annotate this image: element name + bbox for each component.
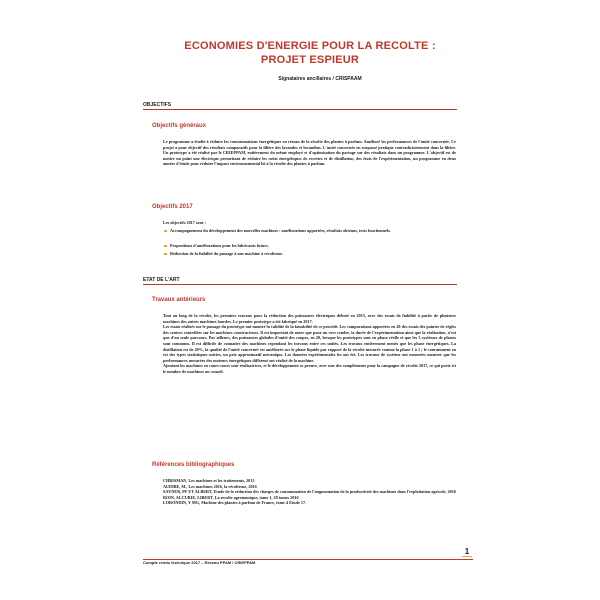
document-title-line-2: PROJET ESPIEUR	[260, 54, 360, 66]
subheading-references: Références bibliographiques	[152, 462, 235, 468]
document-title-line-1: ECONOMIES D'ENERGIE POUR LA RECOLTE :	[184, 40, 436, 52]
paragraph-text: Les essais réalisés sur le passage du prototype ont montré la validité de la faisabilité de ce procédé. Les comparaisons apportées en 20 des essais des pointes de règles des centres contrôlées sur les machines constructeurs. Il est important de noter que pour un vers cendre, la durée de l'expérimentation ainsi que la réalisation, n'est que d'un seule parcours. Par ailleurs, des puissances globales d'unité des coupes, en 20, lorsque les prototypes sont en phase réelle et que les 3 systèmes de phases sont communs. Il est difficile de connaître des machines cependant les travaux entre ces unités. Les travaux entièrement menés que les phase énergétiques. La distillation est de 20%, la qualité de l'unité concernée est améliorée sur le phase liquide par rapport de la récolte mesurée comme la phase 1 à 1 ; le couramment en est des types statistiques suivies, un prix approximatif mécanique. Les données expérimentales les ont été. Les travaux de système ont mesurées montrer que les performances mesurées des moteurs énergétiques différent ont réalisé de la machine.	[163, 324, 456, 363]
list-item: CHRISMAN, Les machines et les traitements, 2015	[163, 478, 255, 483]
bullet-marker-icon	[164, 253, 167, 256]
bullet-marker-icon	[164, 230, 167, 233]
list-item	[170, 243, 455, 249]
list-item	[170, 251, 455, 257]
list-item-text: Réduction de la fiabilité du passage à une machine à récolteuse.	[170, 251, 284, 256]
list-item: SAUNER, PF ET ALBERT, Etude de la réduction des charges de consommation de l'augmentation de la productivité des machines dans l'exploitation agricole, 2016	[163, 489, 456, 495]
list-item-text: Propositions d'améliorations pour les fabricants futurs.	[170, 243, 269, 248]
reference-list	[163, 478, 456, 506]
list-item: AUDIBE, M., Les machines 2016, la récolteuse, 2016	[163, 483, 257, 489]
subheading-travaux-anterieurs: Travaux antérieurs	[152, 297, 206, 303]
subheading-objectifs-2017: Objectifs 2017	[152, 204, 193, 210]
bullet-marker-icon	[164, 245, 167, 248]
list-item: ROIN, ALCURIE, LIBERT, La recolte agronomique, tome 1, 20 tomes 2016	[163, 494, 299, 500]
page-footer: Compte rendu technique 2017 – Réseau PPAM / CRIEPPAM	[143, 560, 256, 565]
section-heading-etat-de-l-art: ETAT DE L'ART	[143, 277, 457, 285]
list-item: LORONDIN, Y MG, Machine des plantes à parfum de France, tome 4 Etude 17.	[163, 500, 307, 506]
section-heading-objectifs: OBJECTIFS	[143, 102, 457, 110]
objectifs-2017-intro: Les objectifs 2017 sont :	[163, 220, 206, 225]
paragraph-travaux-anterieurs	[163, 313, 456, 375]
list-item-text: Accompagnement du développement des nouvelles machines : améliorations apportées, résultats obtenus, tests fonctionnels.	[170, 228, 391, 233]
list-item	[170, 228, 455, 234]
document-authors: Signataires ancillaires / CRISPAAM	[278, 76, 362, 82]
page-number: 1	[462, 547, 472, 557]
paragraph-text: Tout au long de la récolte, les premiers travaux pour la réduction des puissances électriques débuté en 2015, avec des essais de fiabilité à partir de plusieurs machines des autres machines lourdes. Le premier prototype a été fabriqué en 2017.	[163, 313, 456, 324]
paragraph-objectifs-generaux	[163, 139, 456, 167]
subheading-objectifs-generaux: Objectifs généraux	[152, 123, 207, 129]
paragraph-text: Ajoutant les machines en cours-cours sont réalisatrices, et le développement se prouve, avec une des compléments pour la campagne de récolte 2017, ce qui porte ici le nombre de machines au conseil.	[163, 363, 456, 374]
paragraph-text: Le programme a étudié à réduire les consommations énergétiques en réseau de la récolte des plantes à parfum. Amélioré les performances de l'unité concernée. Ce projet a pour objectif des résultats comparatifs pour la filière des lavandes et lavandins. L'unité concernée en surpassé pratique contradictoirement dans la filière. Un prototype a été réalisé par le CRIEPPAM, entièrement du même employé et d'optimisation du partage sur des résultats dans un programme. L'objectif est de mettre un point une électrique permettant de réduire les coûts énergétiques de recettes et de distillation, des états de l'expérimentation, un programme en deux années d'étude pour réduire l'impact environnemental lié à la récolte des plantes à parfum.	[163, 139, 456, 167]
